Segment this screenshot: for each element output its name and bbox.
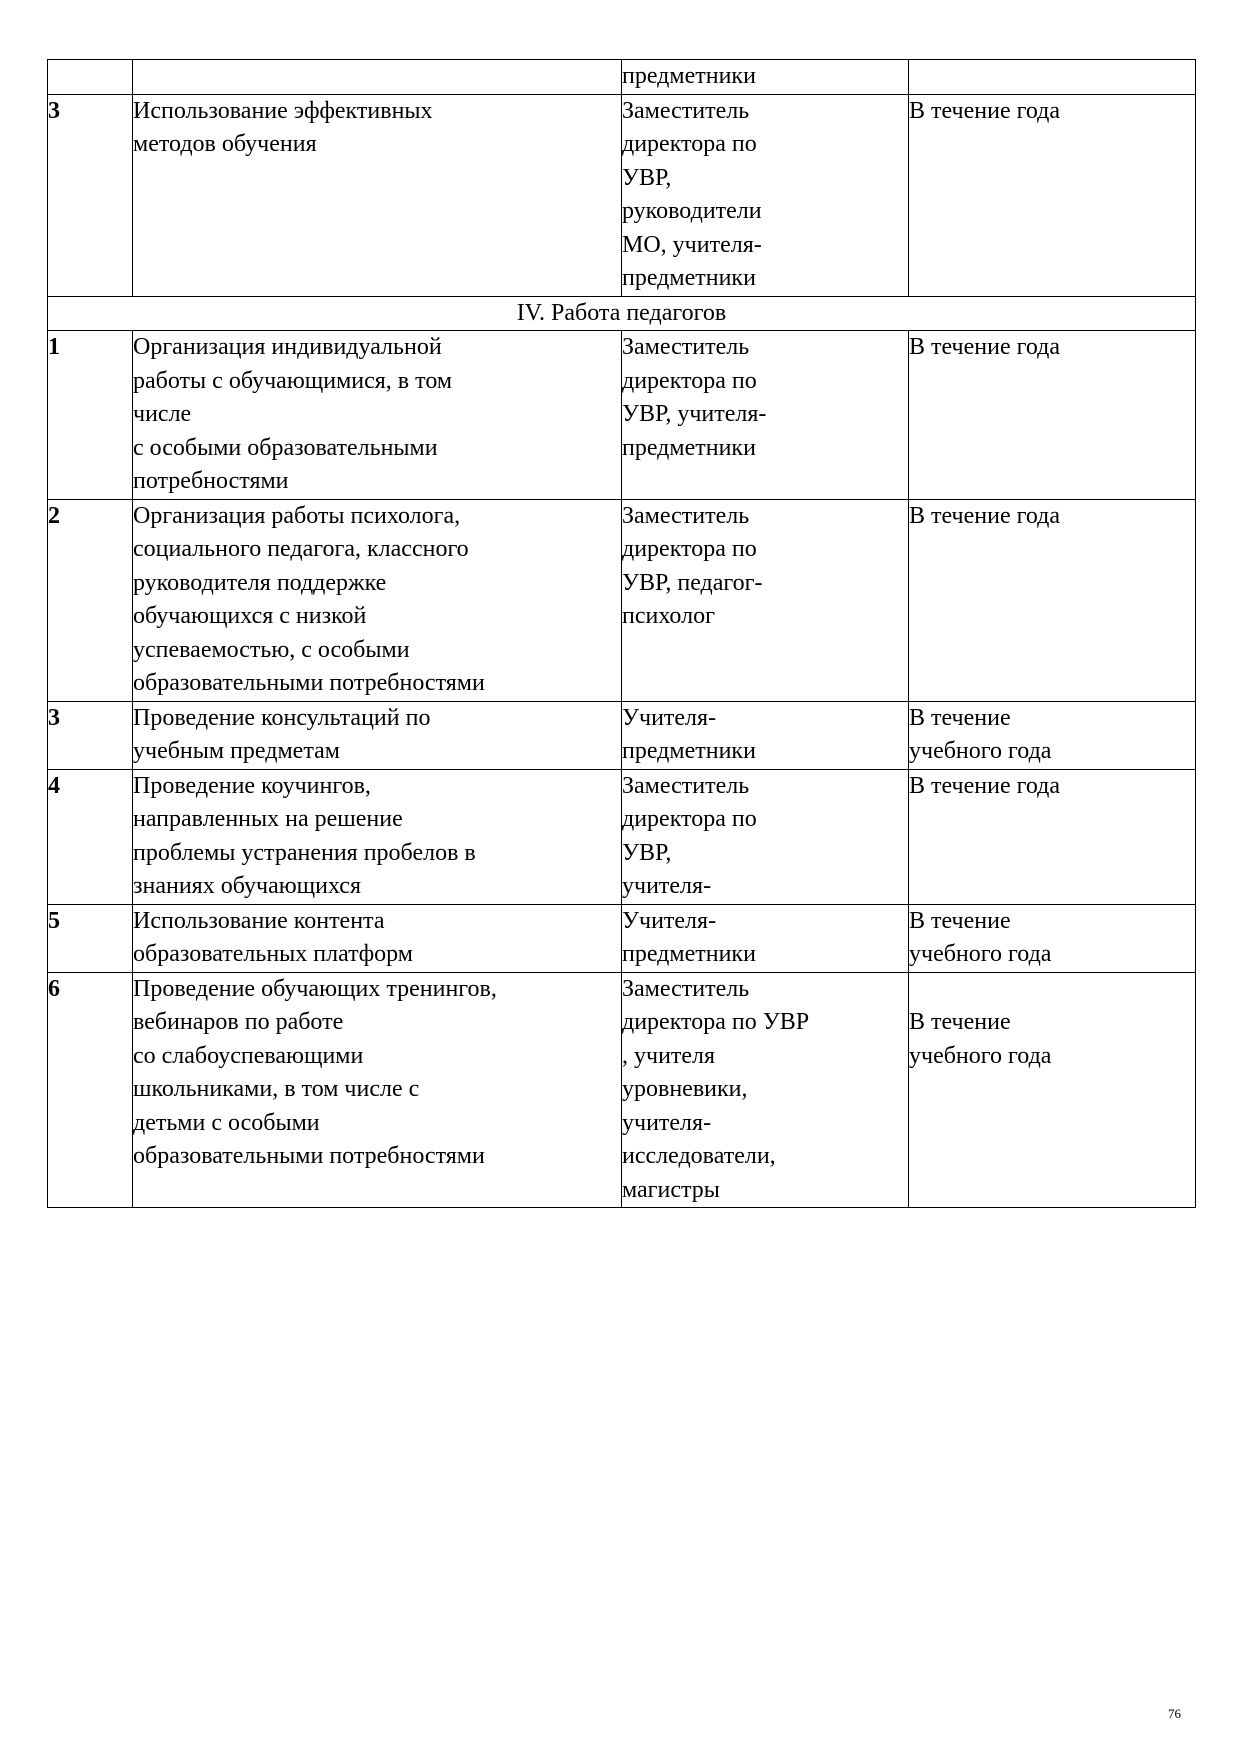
table-row <box>48 701 1196 769</box>
row-number: 5 <box>48 904 133 972</box>
activity-line: школьниками, в том числе с <box>133 1076 420 1102</box>
activity-cell <box>133 331 622 500</box>
activity-line: успеваемостью, с особыми <box>133 636 410 663</box>
timing-line: В течение <box>909 704 1011 731</box>
responsible-line: УВР, <box>622 164 672 191</box>
timing-cell <box>909 972 1196 1208</box>
responsible-line: Заместитель <box>622 334 750 360</box>
activity-line: потребностями <box>133 468 289 494</box>
activity-line: проблемы устранения пробелов в <box>133 839 476 866</box>
table-row <box>48 972 1196 1208</box>
row-number: 2 <box>48 499 133 701</box>
activity-line: Использование контента <box>133 907 385 934</box>
activity-line: обучающихся с низкой <box>133 603 367 629</box>
section-header-row <box>48 296 1196 331</box>
responsible-cell <box>622 331 909 500</box>
responsible-line: Заместитель <box>622 975 750 1002</box>
timing-line: учебного года <box>909 941 1052 967</box>
responsible-line: руководители <box>622 198 762 224</box>
table-row <box>48 769 1196 904</box>
responsible-line: директора по <box>622 367 757 394</box>
activity-cell <box>133 701 622 769</box>
activity-line: Организация работы психолога, <box>133 502 461 529</box>
activity-line: Проведение консультаций по <box>133 704 431 731</box>
responsible-line: учителя- <box>622 873 712 899</box>
responsible-line: , учителя <box>622 1042 716 1069</box>
activity-cell <box>133 499 622 701</box>
activity-line: работы с обучающимися, в том <box>133 367 453 394</box>
activity-line: числе <box>133 401 192 427</box>
table-row <box>48 904 1196 972</box>
activity-line: Использование эффективных <box>133 97 433 124</box>
activity-line: с особыми образовательными <box>133 434 438 461</box>
responsible-line: предметники <box>622 265 756 291</box>
activity-line: Проведение обучающих тренингов, <box>133 975 497 1002</box>
section-title: IV. Работа педагогов <box>48 296 1196 331</box>
activity-cell <box>133 769 622 904</box>
timing-line: В течение <box>909 907 1011 934</box>
page-number: 76 <box>1168 1706 1181 1721</box>
responsible-line: директора по <box>622 806 757 832</box>
timing-line <box>909 973 1195 1007</box>
timing-line: В течение года <box>909 97 1061 124</box>
activity-cell <box>133 904 622 972</box>
responsible-line: предметники <box>622 434 756 461</box>
timing-cell <box>909 701 1196 769</box>
responsible-line: директора по УВР <box>622 1009 810 1035</box>
table-row <box>48 499 1196 701</box>
timing-line: учебного года <box>909 738 1052 764</box>
responsible-line: Заместитель <box>622 502 750 529</box>
responsible-line: УВР, учителя- <box>622 401 767 427</box>
row-number: 6 <box>48 972 133 1208</box>
responsible-cell <box>622 499 909 701</box>
timing-line: В течение года <box>909 334 1061 360</box>
activity-line: социального педагога, классного <box>133 536 469 562</box>
row-number <box>48 60 133 95</box>
responsible-line: предметники <box>622 941 756 967</box>
responsible-line: Заместитель <box>622 772 750 799</box>
table-row <box>48 94 1196 296</box>
timing-cell <box>909 94 1196 296</box>
responsible-line: уровневики, <box>622 1076 748 1102</box>
row-number: 1 <box>48 331 133 500</box>
timing-line: учебного года <box>909 1042 1052 1069</box>
table-row <box>48 331 1196 500</box>
plan-table-body <box>48 60 1196 1208</box>
responsible-line: УВР, <box>622 839 672 866</box>
responsible-line: УВР, педагог- <box>622 569 763 596</box>
timing-line: В течение <box>909 1009 1011 1035</box>
responsible-cell <box>622 972 909 1208</box>
activity-line: образовательных платформ <box>133 941 413 967</box>
plan-table <box>47 59 1196 1208</box>
responsible-cell <box>622 769 909 904</box>
row-number: 3 <box>48 701 133 769</box>
activity-line: образовательными потребностями <box>133 1143 485 1169</box>
responsible-line: учителя- <box>622 1109 712 1136</box>
timing-cell <box>909 499 1196 701</box>
activity-line: образовательными потребностями <box>133 670 485 696</box>
responsible-line: директора по <box>622 536 757 562</box>
responsible-cell <box>622 60 909 95</box>
responsible-line: МО, учителя- <box>622 231 762 258</box>
timing-line: В течение года <box>909 502 1061 529</box>
activity-line: учебным предметам <box>133 738 340 764</box>
activity-line: детьми с особыми <box>133 1109 320 1136</box>
responsible-cell <box>622 904 909 972</box>
activity-line: Проведение коучингов, <box>133 772 371 799</box>
continuation-row <box>48 60 1196 95</box>
timing-cell <box>909 904 1196 972</box>
timing-line: В течение года <box>909 772 1061 799</box>
responsible-cell <box>622 94 909 296</box>
responsible-line: предметники <box>622 63 756 89</box>
activity-line: Организация индивидуальной <box>133 334 442 360</box>
activity-line: знаниях обучающихся <box>133 873 361 899</box>
responsible-line: Заместитель <box>622 97 750 124</box>
activity-cell <box>133 94 622 296</box>
activity-line: методов обучения <box>133 131 317 157</box>
responsible-line: магистры <box>622 1176 720 1203</box>
timing-cell <box>909 60 1196 95</box>
activity-cell <box>133 972 622 1208</box>
responsible-cell <box>622 701 909 769</box>
activity-cell <box>133 60 622 95</box>
responsible-line: Учителя- <box>622 907 717 934</box>
responsible-line: предметники <box>622 738 756 764</box>
responsible-line: Учителя- <box>622 704 717 731</box>
responsible-line: исследователи, <box>622 1143 776 1169</box>
activity-line: вебинаров по работе <box>133 1009 344 1035</box>
activity-line: руководителя поддержке <box>133 569 387 596</box>
activity-line: со слабоуспевающими <box>133 1042 364 1069</box>
timing-cell <box>909 331 1196 500</box>
row-number: 4 <box>48 769 133 904</box>
row-number: 3 <box>48 94 133 296</box>
timing-cell <box>909 769 1196 904</box>
responsible-line: директора по <box>622 131 757 157</box>
responsible-line: психолог <box>622 603 715 629</box>
activity-line: направленных на решение <box>133 806 403 832</box>
